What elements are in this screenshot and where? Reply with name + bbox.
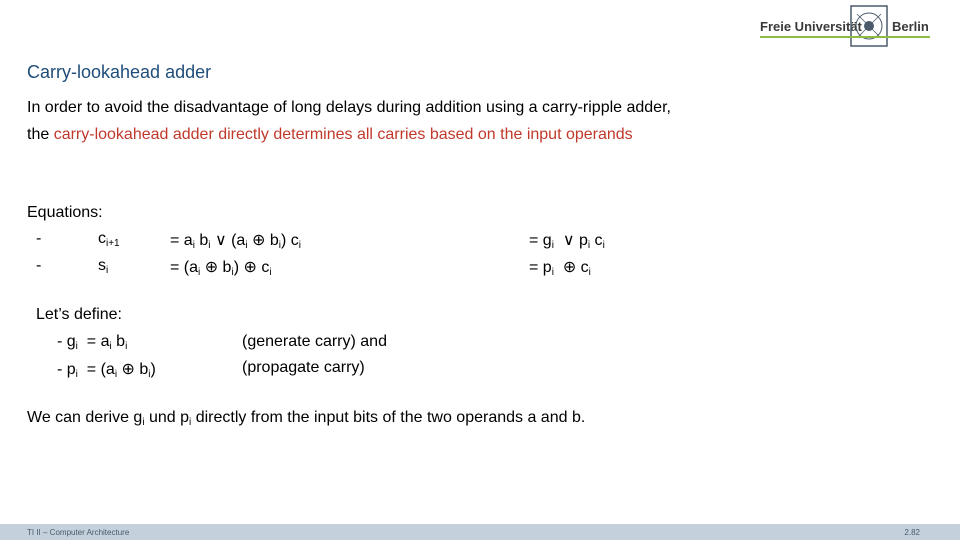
- university-logo: [760, 4, 930, 50]
- generate-note: (generate carry) and: [242, 333, 387, 350]
- eq1-lhs: $c_{i+1}$: [98, 230, 120, 249]
- eq2-rhs: = ($a_i$ ⊕ $b_i$) ⊕ $c_i$: [170, 259, 272, 278]
- define-generate: - $g_i = a_i$ $b_i$: [57, 333, 128, 352]
- eq1-rhs: = $a_i$ $b_i$ ∨ ($a_i$ ⊕ $b_i$) $c_i$: [170, 232, 302, 251]
- intro-line-1: In order to avoid the disadvantage of long delays during addition using a carry-ripple adder,: [27, 99, 671, 116]
- logo-text-right: Berlin: [892, 19, 929, 34]
- define-propagate: - $p_i = (a_i$ ⊕ $b_i$): [57, 361, 156, 380]
- intro-line-2: the carry-lookahead adder directly determines all carries based on the input operands: [27, 126, 633, 143]
- slide-title: Carry-lookahead adder: [27, 62, 212, 82]
- conclusion: We can derive $g_i$ und $p_i$ directly from the input bits of the two operands a and b.: [27, 409, 586, 428]
- logo-text-left: Freie Universität: [760, 19, 862, 34]
- eq2-dash: -: [36, 257, 42, 274]
- eq1-short: = $g_i$ ∨ $p_i$ $c_i$: [529, 232, 605, 251]
- intro-highlight: carry-lookahead adder directly determines all carries based on the input operands: [53, 126, 633, 143]
- eq2-lhs: $s_i$: [98, 257, 109, 276]
- footer-course: TI II – Computer Architecture: [27, 528, 130, 537]
- define-label: Let’s define:: [36, 306, 122, 323]
- logo-rule: [760, 36, 930, 38]
- propagate-note: (propagate carry): [242, 359, 365, 376]
- university-seal-icon: [849, 4, 889, 48]
- eq1-dash: -: [36, 230, 42, 247]
- footer-page-number: 2.82: [904, 528, 920, 537]
- footer-bar: [0, 524, 960, 540]
- eq2-short: = $p_i$ ⊕ $c_i$: [529, 259, 591, 278]
- equations-label: Equations:: [27, 204, 103, 221]
